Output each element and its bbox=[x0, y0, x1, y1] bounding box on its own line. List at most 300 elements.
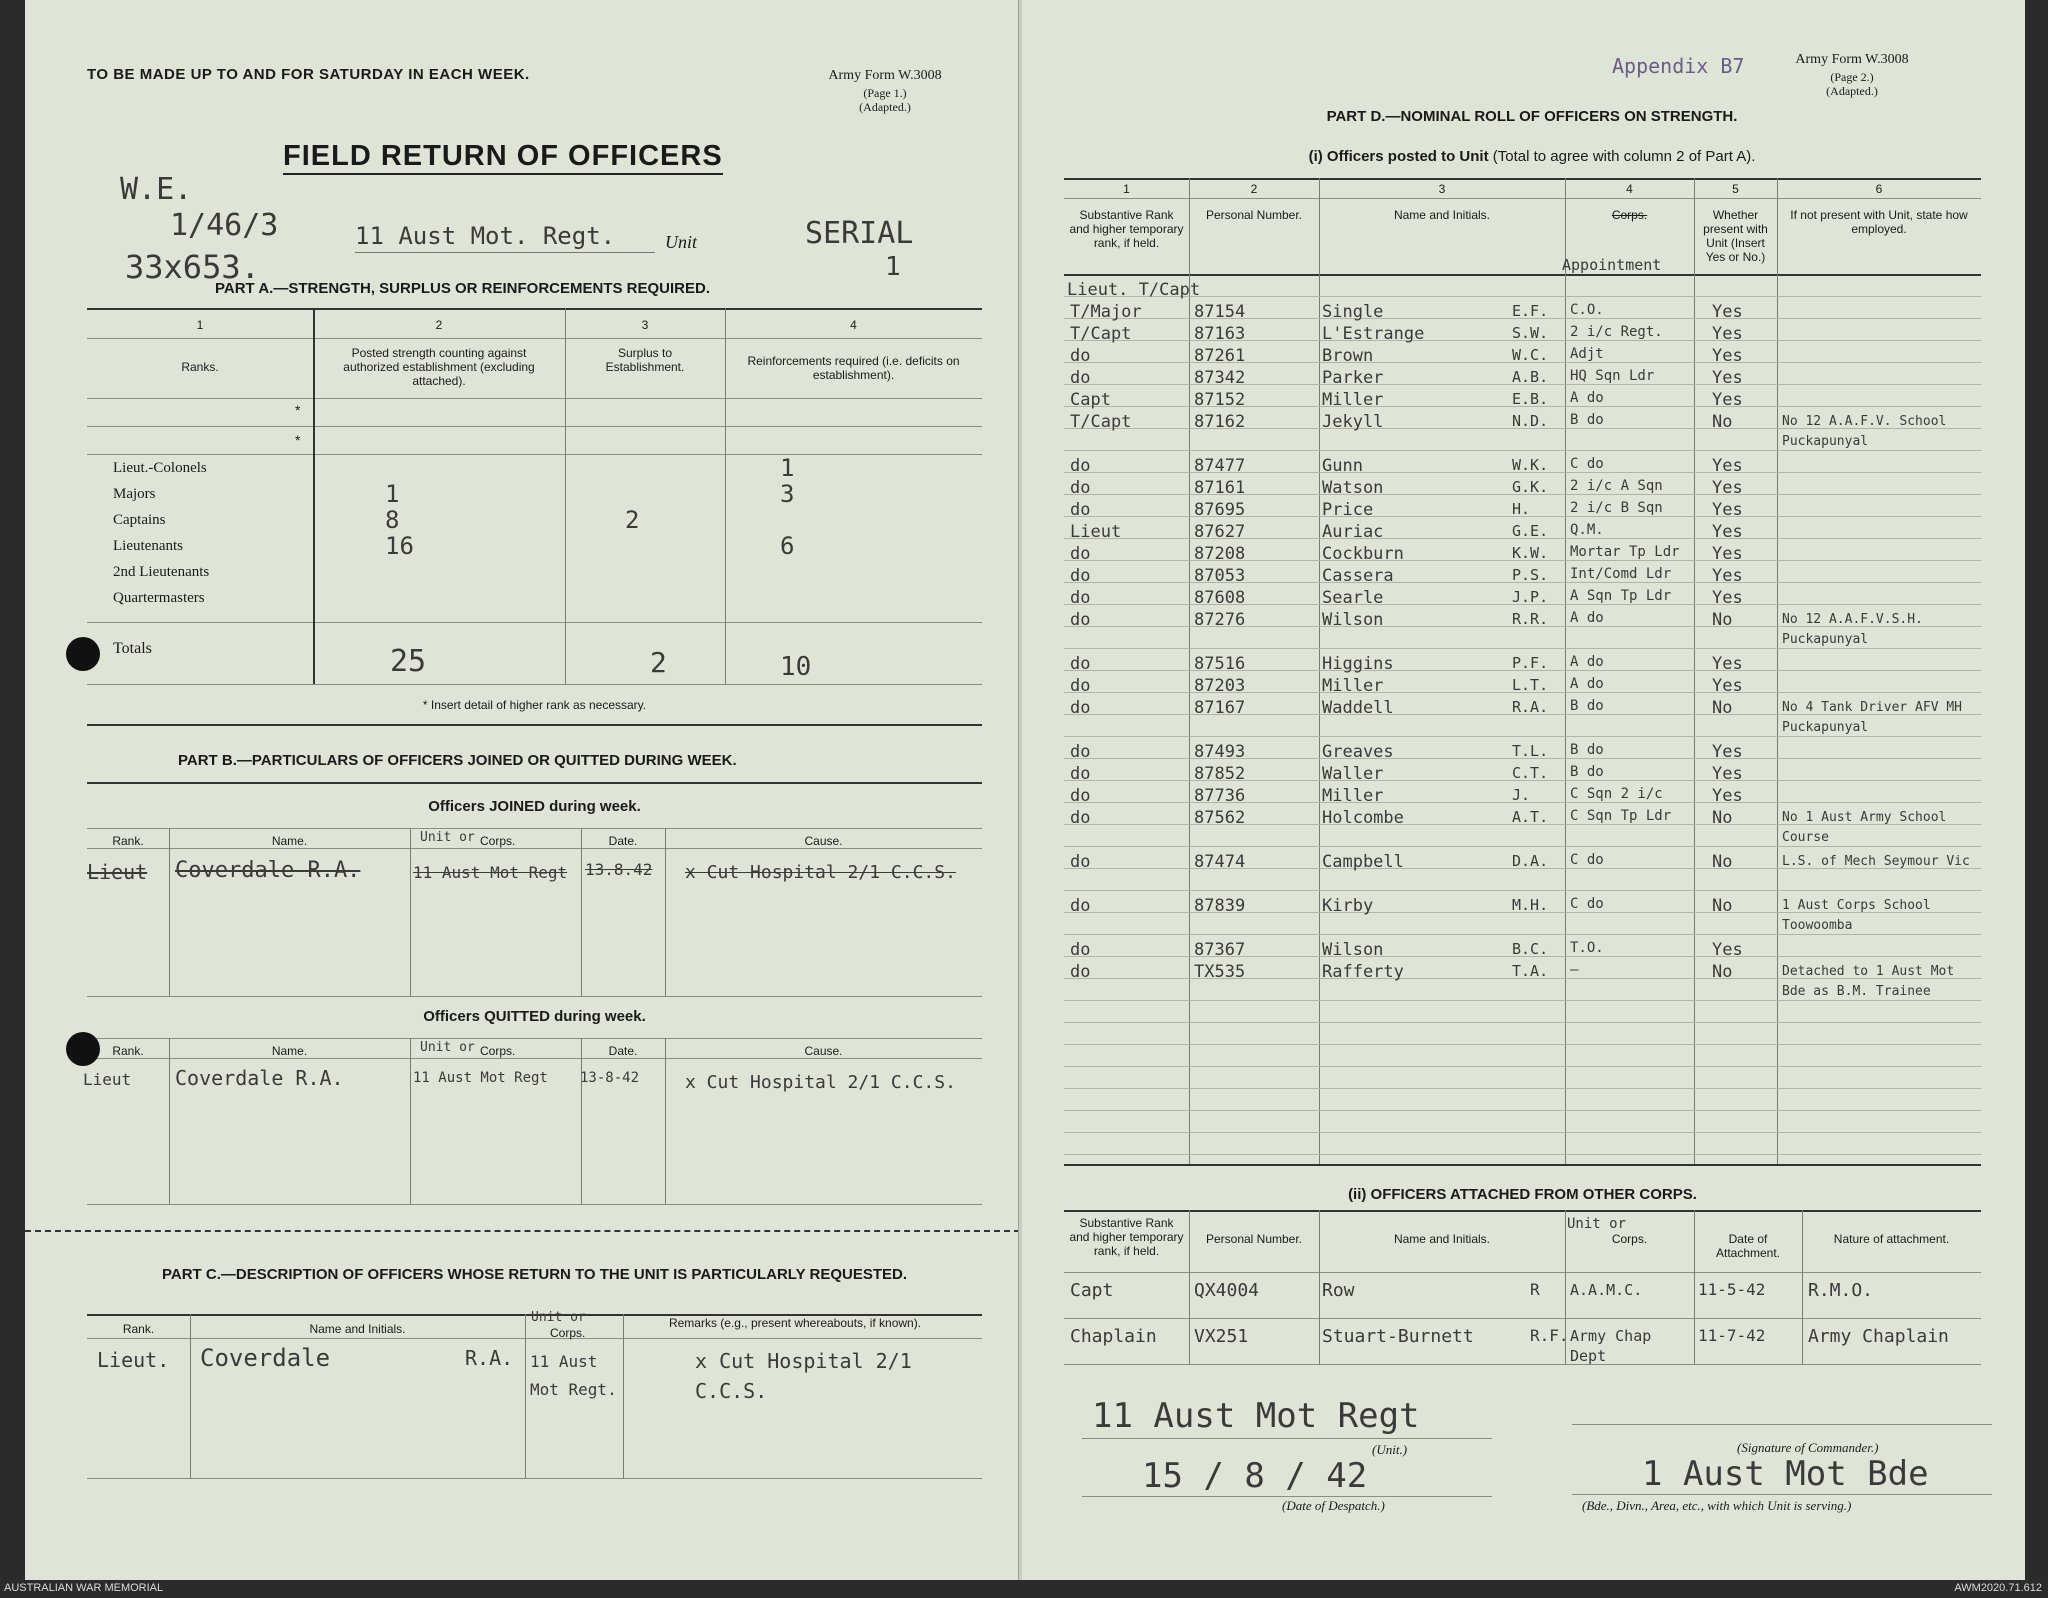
rule bbox=[1064, 1110, 1981, 1111]
officer-initials: P.S. bbox=[1512, 566, 1549, 584]
att-col-header: Substantive Rank and higher temporary rank, if held. bbox=[1069, 1216, 1184, 1258]
header-reinf: Reinforcements required (i.e. deficits on establishment). bbox=[747, 354, 960, 382]
officer-number: 87261 bbox=[1194, 346, 1246, 366]
rule bbox=[565, 308, 566, 684]
col-date: Date. bbox=[608, 1044, 638, 1058]
rule bbox=[87, 308, 982, 310]
officer-present: Yes bbox=[1712, 390, 1743, 410]
officer-corps: Adjt bbox=[1570, 346, 1604, 362]
officer-present: Yes bbox=[1712, 764, 1743, 784]
rule bbox=[1082, 1496, 1492, 1497]
officer-initials: T.A. bbox=[1512, 962, 1549, 980]
col-header: Name and Initials. bbox=[1393, 208, 1491, 222]
att-corps: A.A.M.C. bbox=[1570, 1281, 1643, 1299]
officer-present: Yes bbox=[1712, 324, 1743, 344]
form-id: Army Form W.3008 bbox=[1795, 52, 1909, 67]
officer-name: Wilson bbox=[1322, 610, 1384, 630]
posted-value: 1 bbox=[385, 480, 400, 508]
rank-label: Captains bbox=[113, 512, 166, 528]
rule bbox=[1064, 1132, 1981, 1133]
att-col-header: Name and Initials. bbox=[1393, 1232, 1491, 1246]
officer-number: 87154 bbox=[1194, 302, 1246, 322]
quitted-corps: 11 Aust Mot Regt bbox=[413, 1070, 548, 1086]
rule bbox=[1694, 178, 1695, 1164]
officer-corps: B do bbox=[1570, 764, 1604, 780]
officer-note: Detached to 1 Aust Mot Bde as B.M. Trainee bbox=[1782, 964, 1955, 999]
officer-initials: A.T. bbox=[1512, 808, 1549, 826]
rank-label: 2nd Lieutenants bbox=[113, 564, 210, 580]
officer-present: No bbox=[1712, 962, 1733, 982]
officer-present: Yes bbox=[1712, 456, 1743, 476]
header-surplus: Surplus to Establishment. bbox=[605, 346, 685, 374]
rule bbox=[725, 308, 726, 684]
officer-corps: A do bbox=[1570, 610, 1604, 626]
officer-present: Yes bbox=[1712, 544, 1743, 564]
reinf-value: 1 bbox=[780, 454, 795, 482]
rule bbox=[169, 828, 170, 996]
officer-present: Yes bbox=[1712, 500, 1743, 520]
officer-present: Yes bbox=[1712, 654, 1743, 674]
officer-present: Yes bbox=[1712, 368, 1743, 388]
officer-present: Yes bbox=[1712, 522, 1743, 542]
officer-name: Price bbox=[1322, 500, 1374, 520]
officer-number: 87852 bbox=[1194, 764, 1246, 784]
total-reinf: 10 bbox=[780, 652, 812, 682]
officer-initials: N.D. bbox=[1512, 412, 1549, 430]
rule bbox=[87, 426, 982, 427]
rule bbox=[1064, 1318, 1981, 1319]
rule bbox=[1064, 1210, 1981, 1212]
rule bbox=[1064, 1044, 1981, 1045]
asterisk: * bbox=[295, 402, 301, 418]
sig-bde-label: (Bde., Divn., Area, etc., with which Unit is serving.) bbox=[1582, 1498, 1852, 1513]
officer-rank: do bbox=[1070, 940, 1091, 960]
rule bbox=[87, 1058, 982, 1059]
officer-rank: do bbox=[1070, 676, 1091, 696]
officer-present: Yes bbox=[1712, 940, 1743, 960]
rank-label: Lieut.-Colonels bbox=[113, 460, 207, 476]
officer-present: Yes bbox=[1712, 742, 1743, 762]
att-name: Row bbox=[1322, 1280, 1355, 1301]
col-unit-or: Unit or bbox=[420, 1040, 475, 1055]
left-page bbox=[25, 0, 1020, 1580]
rule bbox=[87, 724, 982, 726]
officer-name: Auriac bbox=[1322, 522, 1384, 542]
officer-initials: A.B. bbox=[1512, 368, 1549, 386]
att-col-header: Personal Number. bbox=[1205, 1232, 1303, 1246]
officer-number: 87276 bbox=[1194, 610, 1246, 630]
col-date: Date. bbox=[608, 834, 638, 848]
officer-rank: Capt bbox=[1070, 390, 1111, 410]
officer-note: No 4 Tank Driver AFV MH Puckapunyal bbox=[1782, 700, 1963, 735]
rule bbox=[87, 848, 982, 849]
officer-corps: C Sqn Tp Ldr bbox=[1570, 808, 1672, 824]
officer-number: 87367 bbox=[1194, 940, 1246, 960]
pre-row: Lieut. T/Capt bbox=[1067, 280, 1201, 300]
rule bbox=[1064, 890, 1981, 891]
hw-ref-1: W.E. bbox=[120, 172, 193, 207]
col-cause: Cause. bbox=[804, 1044, 843, 1058]
top-instruction: TO BE MADE UP TO AND FOR SATURDAY IN EACH WEEK. bbox=[87, 66, 530, 83]
officer-corps: Int/Comd Ldr bbox=[1570, 566, 1672, 582]
officer-present: Yes bbox=[1712, 346, 1743, 366]
officer-rank: do bbox=[1070, 610, 1091, 630]
officer-name: Parker bbox=[1322, 368, 1384, 388]
rule bbox=[1064, 1364, 1981, 1365]
officer-number: 87203 bbox=[1194, 676, 1246, 696]
att-col-header: Nature of attachment. bbox=[1833, 1232, 1950, 1246]
form-adapted: (Adapted.) bbox=[859, 100, 911, 114]
totals-label: Totals bbox=[113, 640, 152, 657]
officer-note: No 12 A.A.F.V.S.H. Puckapunyal bbox=[1782, 612, 1923, 647]
sub-ii-title: (ii) OFFICERS ATTACHED FROM OTHER CORPS. bbox=[1348, 1186, 1697, 1203]
officer-number: 87161 bbox=[1194, 478, 1246, 498]
att-initials: R bbox=[1530, 1280, 1540, 1299]
officer-corps: A do bbox=[1570, 654, 1604, 670]
colnum: 1 bbox=[1123, 182, 1130, 196]
total-surplus: 2 bbox=[650, 646, 667, 679]
officer-present: No bbox=[1712, 808, 1733, 828]
officer-present: No bbox=[1712, 852, 1733, 872]
officer-initials: M.H. bbox=[1512, 896, 1549, 914]
officer-present: Yes bbox=[1712, 566, 1743, 586]
officer-rank: do bbox=[1070, 786, 1091, 806]
officer-initials: W.K. bbox=[1512, 456, 1549, 474]
header-ranks: Ranks. bbox=[181, 360, 219, 374]
page-title: FIELD RETURN OF OFFICERS bbox=[283, 140, 723, 175]
officer-number: 87516 bbox=[1194, 654, 1246, 674]
unit-value: 11 Aust Mot. Regt. bbox=[355, 222, 616, 250]
officer-name: L'Estrange bbox=[1322, 324, 1425, 344]
officer-corps: Q.M. bbox=[1570, 522, 1604, 538]
att-number: VX251 bbox=[1194, 1326, 1249, 1347]
officer-name: Miller bbox=[1322, 390, 1384, 410]
att-corps: Army Chap Dept bbox=[1570, 1327, 1652, 1365]
officer-name: Watson bbox=[1322, 478, 1384, 498]
att-col-header: Date of Attachment. bbox=[1715, 1232, 1781, 1260]
officer-number: 87474 bbox=[1194, 852, 1246, 872]
att-rank: Capt bbox=[1070, 1280, 1114, 1301]
part-c-title: PART C.—DESCRIPTION OF OFFICERS WHOSE RETURN TO THE UNIT IS PARTICULARLY REQUESTED. bbox=[161, 1266, 908, 1283]
colnum: 3 bbox=[641, 318, 649, 332]
joined-rank: Lieut bbox=[87, 860, 148, 884]
officer-name: Campbell bbox=[1322, 852, 1404, 872]
rule bbox=[87, 996, 982, 997]
officer-corps: 2 i/c A Sqn bbox=[1570, 478, 1663, 494]
rule bbox=[87, 1478, 982, 1479]
quitted-name: Coverdale R.A. bbox=[175, 1066, 344, 1090]
form-adapted: (Adapted.) bbox=[1826, 84, 1878, 98]
officer-initials: J.P. bbox=[1512, 588, 1549, 606]
att-name: Stuart-Burnett bbox=[1322, 1326, 1474, 1347]
officer-note: No 1 Aust Army School Course bbox=[1782, 810, 1947, 845]
officer-present: No bbox=[1712, 896, 1733, 916]
colnum: 2 bbox=[435, 318, 443, 332]
officer-number: 87053 bbox=[1194, 566, 1246, 586]
rule bbox=[87, 338, 982, 339]
col-rank: Rank. bbox=[112, 1044, 144, 1058]
posted-value: 8 bbox=[385, 506, 400, 534]
officer-name: Miller bbox=[1322, 676, 1384, 696]
colnum: 1 bbox=[196, 318, 204, 332]
sub-i-title bbox=[1062, 148, 2002, 165]
joined-title: Officers JOINED during week. bbox=[428, 798, 641, 815]
header-posted: Posted strength counting against authorized establishment (excluding attached). bbox=[343, 346, 535, 388]
officer-corps: C do bbox=[1570, 896, 1604, 912]
officer-name: Rafferty bbox=[1322, 962, 1404, 982]
col-cause: Cause. bbox=[804, 834, 843, 848]
att-rank: Chaplain bbox=[1070, 1326, 1157, 1347]
officer-corps: B do bbox=[1570, 412, 1604, 428]
officer-initials: R.A. bbox=[1512, 698, 1549, 716]
form-page: (Page 2.) bbox=[1830, 70, 1874, 84]
att-date: 11-5-42 bbox=[1698, 1280, 1766, 1299]
col-remarks: Remarks (e.g., present whereabouts, if known). bbox=[668, 1316, 922, 1330]
officer-corps: 2 i/c B Sqn bbox=[1570, 500, 1663, 516]
quitted-rank: Lieut bbox=[83, 1070, 132, 1089]
officer-note: L.S. of Mech Seymour Vic bbox=[1782, 854, 1970, 869]
rule bbox=[1319, 1210, 1320, 1364]
rule bbox=[1064, 1154, 1981, 1155]
officer-initials: T.L. bbox=[1512, 742, 1549, 760]
surplus-value: 2 bbox=[625, 506, 640, 534]
att-unit-or: Unit or bbox=[1567, 1216, 1627, 1232]
officer-number: 87839 bbox=[1194, 896, 1246, 916]
rule bbox=[87, 454, 982, 455]
att-col-header: Corps. bbox=[1611, 1232, 1648, 1246]
officer-rank: do bbox=[1070, 808, 1091, 828]
sub-i-rest: (Total to agree with column 2 of Part A). bbox=[1492, 148, 1756, 165]
officer-corps: C.O. bbox=[1570, 302, 1604, 318]
officer-present: No bbox=[1712, 610, 1733, 630]
joined-name: Coverdale R.A. bbox=[175, 858, 361, 883]
rule bbox=[1064, 1066, 1981, 1067]
officer-corps: HQ Sqn Ldr bbox=[1570, 368, 1655, 384]
officer-name: Gunn bbox=[1322, 456, 1363, 476]
officer-initials: E.B. bbox=[1512, 390, 1549, 408]
rule bbox=[1777, 178, 1778, 1164]
sig-unit-value: 11 Aust Mot Regt bbox=[1092, 1396, 1420, 1436]
col-corps: Corps. bbox=[480, 834, 516, 848]
col-header: Personal Number. bbox=[1205, 208, 1303, 222]
rank-label: Lieutenants bbox=[113, 538, 183, 554]
rule bbox=[87, 622, 982, 623]
c-corps: 11 Aust Mot Regt. bbox=[530, 1352, 617, 1399]
hw-ref-2: 1/46/3 bbox=[170, 208, 279, 243]
rank-label: Quartermasters bbox=[113, 590, 205, 606]
col-name: Name. bbox=[271, 1044, 308, 1058]
officer-corps: T.O. bbox=[1570, 940, 1604, 956]
officer-name: Kirby bbox=[1322, 896, 1374, 916]
col-corps: Corps. bbox=[550, 1326, 586, 1340]
officer-corps: A Sqn Tp Ldr bbox=[1570, 588, 1672, 604]
rule bbox=[525, 1314, 526, 1478]
quitted-cause: x Cut Hospital 2/1 C.C.S. bbox=[685, 1072, 956, 1093]
rule bbox=[1064, 198, 1981, 199]
c-initials: R.A. bbox=[465, 1346, 514, 1370]
joined-date: 13.8.42 bbox=[585, 860, 653, 879]
officer-name: Holcombe bbox=[1322, 808, 1404, 828]
officer-rank: do bbox=[1070, 742, 1091, 762]
officer-name: Waller bbox=[1322, 764, 1384, 784]
punch-hole bbox=[66, 637, 100, 671]
officer-present: Yes bbox=[1712, 676, 1743, 696]
reinf-value: 6 bbox=[780, 532, 795, 560]
officer-name: Jekyll bbox=[1322, 412, 1384, 432]
officer-initials: H. bbox=[1512, 500, 1531, 518]
officer-rank: do bbox=[1070, 368, 1091, 388]
officer-present: Yes bbox=[1712, 588, 1743, 608]
officer-number: 87627 bbox=[1194, 522, 1246, 542]
rule bbox=[1189, 178, 1190, 1164]
officer-corps: Mortar Tp Ldr bbox=[1570, 544, 1680, 560]
rule bbox=[1319, 178, 1320, 1164]
officer-number: TX535 bbox=[1194, 962, 1246, 982]
col-corps: Corps. bbox=[480, 1044, 516, 1058]
rule bbox=[1064, 1022, 1981, 1023]
officer-initials: G.K. bbox=[1512, 478, 1549, 496]
officer-rank: do bbox=[1070, 478, 1091, 498]
officer-name: Cassera bbox=[1322, 566, 1394, 586]
officer-corps: C do bbox=[1570, 852, 1604, 868]
rule bbox=[87, 1038, 982, 1039]
appointment-note: Appointment bbox=[1562, 256, 1662, 274]
att-date: 11-7-42 bbox=[1698, 1326, 1766, 1345]
officer-rank: T/Major bbox=[1070, 302, 1142, 322]
officer-name: Brown bbox=[1322, 346, 1374, 366]
colnum: 4 bbox=[850, 318, 857, 332]
footer-left: AUSTRALIAN WAR MEMORIAL bbox=[4, 1582, 164, 1594]
rule bbox=[1064, 1164, 1981, 1166]
posted-value: 16 bbox=[385, 532, 414, 560]
rule bbox=[1064, 1088, 1981, 1089]
sig-bde-value: 1 Aust Mot Bde bbox=[1642, 1454, 1929, 1494]
officer-name: Single bbox=[1322, 302, 1384, 322]
officer-number: 87608 bbox=[1194, 588, 1246, 608]
unit-underline bbox=[355, 252, 655, 253]
officer-number: 87477 bbox=[1194, 456, 1246, 476]
rule bbox=[87, 684, 982, 685]
col-unit-or: Unit or bbox=[420, 830, 475, 845]
sub-i-bold: (i) Officers posted to Unit bbox=[1308, 148, 1489, 165]
c-remarks: x Cut Hospital 2/1 C.C.S. bbox=[695, 1349, 912, 1403]
officer-name: Searle bbox=[1322, 588, 1384, 608]
rule bbox=[87, 828, 982, 829]
officer-initials: E.F. bbox=[1512, 302, 1549, 320]
att-number: QX4004 bbox=[1194, 1280, 1260, 1301]
sig-unit-label: (Unit.) bbox=[1372, 1442, 1408, 1457]
officer-initials: W.C. bbox=[1512, 346, 1549, 364]
part-a-title: PART A.—STRENGTH, SURPLUS OR REINFORCEMENTS REQUIRED. bbox=[215, 280, 711, 297]
officer-corps: — bbox=[1570, 962, 1579, 978]
officer-rank: do bbox=[1070, 698, 1091, 718]
sig-commander-label: (Signature of Commander.) bbox=[1737, 1440, 1879, 1455]
tear-line bbox=[25, 1230, 1020, 1233]
officer-rank: do bbox=[1070, 346, 1091, 366]
att-nature: Army Chaplain bbox=[1808, 1326, 1949, 1347]
rule bbox=[1572, 1424, 1992, 1425]
col-header: If not present with Unit, state how employed. bbox=[1790, 208, 1968, 236]
rule bbox=[1565, 178, 1566, 1164]
rule bbox=[581, 1038, 582, 1204]
sig-date-value: 15 / 8 / 42 bbox=[1142, 1456, 1368, 1496]
officer-initials: B.C. bbox=[1512, 940, 1549, 958]
sig-date-label: (Date of Despatch.) bbox=[1282, 1498, 1385, 1513]
officer-corps: B do bbox=[1570, 698, 1604, 714]
right-page bbox=[1022, 0, 2025, 1580]
rule bbox=[581, 828, 582, 996]
officer-present: No bbox=[1712, 698, 1733, 718]
officer-corps: C Sqn 2 i/c bbox=[1570, 786, 1663, 802]
part-b-title: PART B.—PARTICULARS OF OFFICERS JOINED OR QUITTED DURING WEEK. bbox=[178, 752, 737, 769]
rule bbox=[87, 398, 982, 399]
officer-name: Greaves bbox=[1322, 742, 1394, 762]
officer-present: Yes bbox=[1712, 302, 1743, 322]
officer-initials: P.F. bbox=[1512, 654, 1549, 672]
officer-note: No 12 A.A.F.V. School Puckapunyal bbox=[1782, 414, 1947, 449]
col-name: Name and Initials. bbox=[309, 1322, 406, 1336]
officer-initials: C.T. bbox=[1512, 764, 1549, 782]
officer-initials: K.W. bbox=[1512, 544, 1549, 562]
punch-hole bbox=[66, 1032, 100, 1066]
col-name: Name. bbox=[271, 834, 308, 848]
officer-corps: A do bbox=[1570, 676, 1604, 692]
rule bbox=[1802, 1210, 1803, 1364]
footer-right: AWM2020.71.612 bbox=[1954, 1582, 2042, 1594]
col-rank: Rank. bbox=[122, 1322, 155, 1336]
part-d-title: PART D.—NOMINAL ROLL OF OFFICERS ON STRENGTH. bbox=[1326, 108, 1738, 125]
rule bbox=[190, 1314, 191, 1478]
officer-rank: do bbox=[1070, 544, 1091, 564]
rule bbox=[313, 308, 315, 684]
form-id: Army Form W.3008 bbox=[828, 68, 942, 83]
hw-ref-3: 33x653. bbox=[125, 248, 260, 286]
c-rank: Lieut. bbox=[97, 1348, 170, 1372]
officer-rank: do bbox=[1070, 456, 1091, 476]
officer-number: 87208 bbox=[1194, 544, 1246, 564]
officer-number: 87162 bbox=[1194, 412, 1246, 432]
rule bbox=[1064, 178, 1981, 180]
officer-corps: B do bbox=[1570, 742, 1604, 758]
appendix-note: Appendix B7 bbox=[1612, 54, 1745, 78]
officer-number: 87736 bbox=[1194, 786, 1246, 806]
officer-name: Wilson bbox=[1322, 940, 1384, 960]
rule bbox=[87, 1204, 982, 1205]
officer-name: Waddell bbox=[1322, 698, 1394, 718]
officer-present: No bbox=[1712, 412, 1733, 432]
rule bbox=[87, 782, 982, 784]
serial-value: 1 bbox=[885, 252, 901, 282]
officer-name: Higgins bbox=[1322, 654, 1394, 674]
col-unit-or: Unit or bbox=[531, 1310, 586, 1325]
asterisk: * bbox=[295, 432, 301, 448]
officer-present: Yes bbox=[1712, 478, 1743, 498]
att-nature: R.M.O. bbox=[1808, 1280, 1874, 1301]
rule bbox=[1572, 1494, 1992, 1495]
officer-rank: T/Capt bbox=[1070, 324, 1132, 344]
officer-rank: do bbox=[1070, 896, 1091, 916]
rule bbox=[410, 828, 411, 996]
rule bbox=[410, 1038, 411, 1204]
col-rank: Rank. bbox=[112, 834, 144, 848]
form-page: (Page 1.) bbox=[863, 86, 907, 100]
colnum: 5 bbox=[1732, 182, 1739, 196]
officer-initials: D.A. bbox=[1512, 852, 1549, 870]
officer-rank: do bbox=[1070, 654, 1091, 674]
rule bbox=[665, 1038, 666, 1204]
colnum: 2 bbox=[1250, 182, 1258, 196]
officer-number: 87152 bbox=[1194, 390, 1246, 410]
